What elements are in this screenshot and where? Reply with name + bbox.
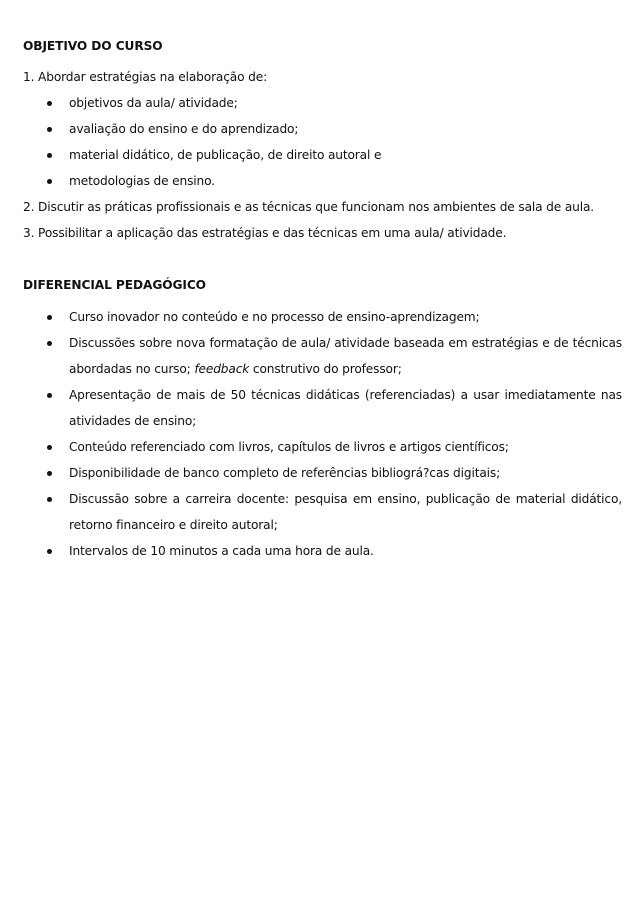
bullet-icon bbox=[47, 549, 52, 554]
list-item: Conteúdo referenciado com livros, capítulos de livros e artigos científicos; bbox=[0, 434, 622, 460]
bullet-icon bbox=[47, 497, 52, 502]
bullet-icon bbox=[47, 179, 52, 184]
list-item: Discussão sobre a carreira docente: pesquisa em ensino, publicação de material didático, retorno financeiro e direito autoral; bbox=[0, 486, 622, 538]
list-item: material didático, de publicação, de direito autoral e bbox=[0, 142, 622, 168]
bullet-icon bbox=[47, 445, 52, 450]
bullet-icon bbox=[47, 341, 52, 346]
list-item: metodologias de ensino. bbox=[0, 168, 622, 194]
objetivo-sublist bbox=[0, 90, 622, 194]
objetivo-item-2: 2. Discutir as práticas profissionais e as técnicas que funcionam nos ambientes de sala de aula. bbox=[23, 200, 594, 214]
list-item: Apresentação de mais de 50 técnicas didáticas (referenciadas) a usar imediatamente nas atividades de ensino; bbox=[0, 382, 622, 434]
objetivo-item-3: 3. Possibilitar a aplicação das estratégias e das técnicas em uma aula/ atividade. bbox=[23, 226, 507, 240]
bullet-icon bbox=[47, 315, 52, 320]
bullet-icon bbox=[47, 101, 52, 106]
emphasis-feedback: feedback bbox=[194, 362, 250, 376]
bullet-icon bbox=[47, 471, 52, 476]
list-item: Disponibilidade de banco completo de referências bibliográ?cas digitais; bbox=[0, 460, 622, 486]
diferencial-heading: DIFERENCIAL PEDAGÓGICO bbox=[23, 278, 206, 292]
bullet-icon bbox=[47, 127, 52, 132]
bullet-icon bbox=[47, 393, 52, 398]
objetivo-item-1: 1. Abordar estratégias na elaboração de: bbox=[23, 70, 268, 84]
bullet-text-feedback: Discussões sobre nova formatação de aula/ atividade baseada em estratégias e de técnicas abordadas no curso; feedback construtivo do professor; bbox=[69, 336, 622, 376]
list-item: Intervalos de 10 minutos a cada uma hora de aula. bbox=[0, 538, 622, 564]
objetivo-heading: OBJETIVO DO CURSO bbox=[23, 39, 163, 53]
bullet-icon bbox=[47, 153, 52, 158]
list-item: avaliação do ensino e do aprendizado; bbox=[0, 116, 622, 142]
list-item bbox=[0, 330, 622, 382]
list-item: Curso inovador no conteúdo e no processo de ensino-aprendizagem; bbox=[0, 304, 622, 330]
diferencial-list bbox=[0, 304, 622, 564]
list-item: objetivos da aula/ atividade; bbox=[0, 90, 622, 116]
